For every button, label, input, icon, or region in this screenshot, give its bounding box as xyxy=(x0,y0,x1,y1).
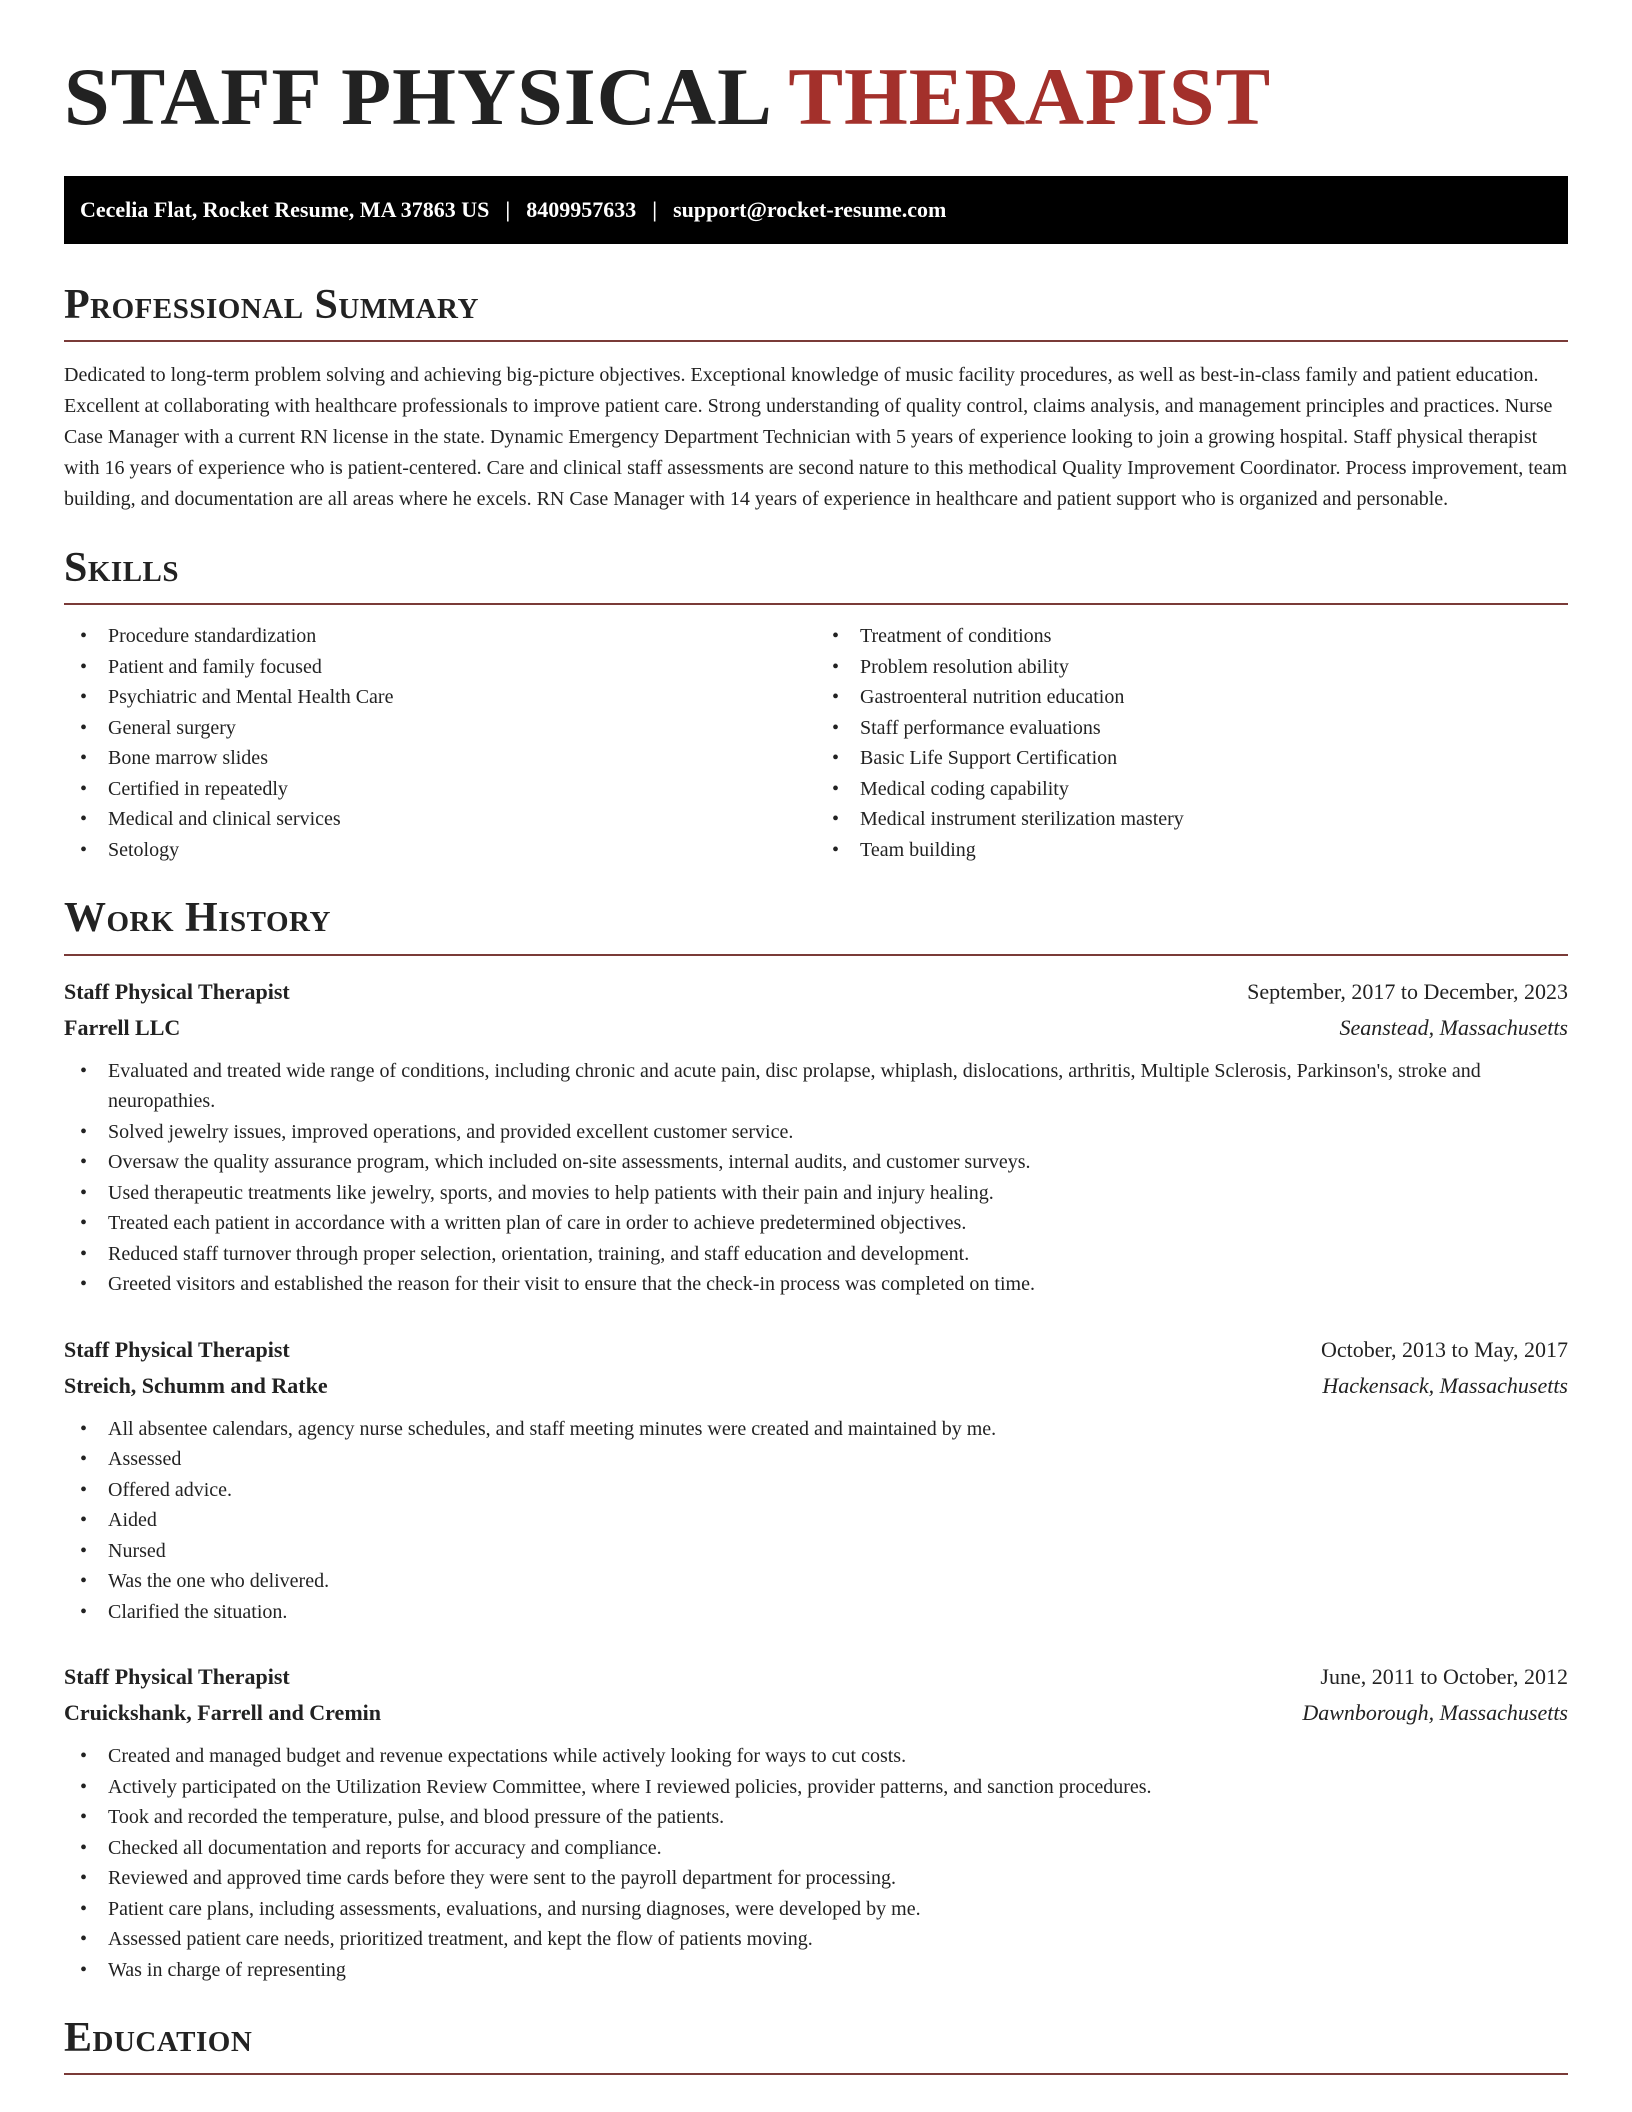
job-company-row xyxy=(64,1695,1568,1731)
job-title: Staff Physical Therapist xyxy=(64,1336,290,1362)
job-bullet: • Actively participated on the Utilization Review Committee, where I reviewed policies, provider patterns, and sanction procedures. xyxy=(64,1772,1568,1803)
skill-item: • Treatment of conditions xyxy=(816,621,1568,652)
job-bullet: • Aided xyxy=(64,1505,1568,1536)
job-bullet: • Used therapeutic treatments like jewelry, sports, and movies to help patients with their pain and injury healing. xyxy=(64,1178,1568,1209)
job-bullet: • Solved jewelry issues, improved operations, and provided excellent customer service. xyxy=(64,1117,1568,1148)
job-company: Cruickshank, Farrell and Cremin xyxy=(64,1700,381,1726)
skill-item: • Team building xyxy=(816,835,1568,866)
contact-phone: 8409957633 xyxy=(526,197,637,222)
job-bullet: • Nursed xyxy=(64,1536,1568,1567)
job-title: Staff Physical Therapist xyxy=(64,1664,290,1690)
job-company: Streich, Schumm and Ratke xyxy=(64,1372,328,1398)
skill-item: • Bone marrow slides xyxy=(64,743,816,774)
job-bullet: • Reduced staff turnover through proper selection, orientation, training, and staff education and development. xyxy=(64,1239,1568,1270)
skill-item: • Basic Life Support Certification xyxy=(816,743,1568,774)
skills-list-right xyxy=(816,621,1568,865)
contact-separator: | xyxy=(652,197,658,222)
skill-item: • Patient and family focused xyxy=(64,652,816,683)
job-company-row xyxy=(64,1368,1568,1404)
job-location: Hackensack, Massachusetts xyxy=(1322,1372,1568,1398)
job-bullet: • Was in charge of representing xyxy=(64,1955,1568,1986)
skills-list-left xyxy=(64,621,816,865)
job-bullet: • Was the one who delivered. xyxy=(64,1566,1568,1597)
job-title: Staff Physical Therapist xyxy=(64,978,290,1004)
job-company: Farrell LLC xyxy=(64,1014,181,1040)
job-bullet: • Patient care plans, including assessments, evaluations, and nursing diagnoses, were developed by me. xyxy=(64,1894,1568,1925)
skill-item: • Certified in repeatedly xyxy=(64,774,816,805)
job-header-row xyxy=(64,974,1568,1010)
job-bullet: • Oversaw the quality assurance program, which included on-site assessments, internal audits, and customer surveys. xyxy=(64,1147,1568,1178)
job-bullet: • Assessed patient care needs, prioritized treatment, and kept the flow of patients moving. xyxy=(64,1924,1568,1955)
section-heading: Education xyxy=(64,2015,1568,2075)
job-location: Seanstead, Massachusetts xyxy=(1339,1014,1568,1040)
section-heading: Professional Summary xyxy=(64,282,1568,342)
job-bullet: • Greeted visitors and established the reason for their visit to ensure that the check-in process was completed on time. xyxy=(64,1269,1568,1300)
job-bullet: • Checked all documentation and reports for accuracy and compliance. xyxy=(64,1833,1568,1864)
skill-item: • Procedure standardization xyxy=(64,621,816,652)
job-bullets xyxy=(64,1741,1568,1985)
skills-section xyxy=(64,545,1568,865)
work-history-section xyxy=(64,895,1568,1985)
job-dates: October, 2013 to May, 2017 xyxy=(1321,1336,1568,1362)
contact-separator: | xyxy=(505,197,511,222)
job-company-row xyxy=(64,1010,1568,1046)
job-bullet: • Treated each patient in accordance with a written plan of care in order to achieve predetermined objectives. xyxy=(64,1208,1568,1239)
title-accent: THERAPIST xyxy=(788,51,1272,142)
title-main: STAFF PHYSICAL xyxy=(64,51,769,142)
job-bullet: • Created and managed budget and revenue expectations while actively looking for ways to cut costs. xyxy=(64,1741,1568,1772)
job-header-row xyxy=(64,1659,1568,1695)
resume-title xyxy=(64,52,1271,142)
job-bullets xyxy=(64,1414,1568,1628)
section-heading: Skills xyxy=(64,545,1568,605)
job-entry xyxy=(64,974,1568,1300)
job-bullets xyxy=(64,1056,1568,1300)
resume-content xyxy=(64,282,1568,2075)
job-bullet: • Assessed xyxy=(64,1444,1568,1475)
job-bullet: • Took and recorded the temperature, pulse, and blood pressure of the patients. xyxy=(64,1802,1568,1833)
job-entry xyxy=(64,1659,1568,1985)
job-location: Dawnborough, Massachusetts xyxy=(1302,1700,1568,1726)
contact-email: support@rocket-resume.com xyxy=(673,197,947,222)
job-bullet: • Clarified the situation. xyxy=(64,1597,1568,1628)
skill-item: • Psychiatric and Mental Health Care xyxy=(64,682,816,713)
skill-item: • Medical and clinical services xyxy=(64,804,816,835)
education-section xyxy=(64,2015,1568,2075)
skill-item: • Setology xyxy=(64,835,816,866)
job-header-row xyxy=(64,1332,1568,1368)
skill-item: • Medical coding capability xyxy=(816,774,1568,805)
job-dates: June, 2011 to October, 2012 xyxy=(1320,1664,1568,1690)
skill-item: • Medical instrument sterilization mastery xyxy=(816,804,1568,835)
professional-summary-section xyxy=(64,282,1568,515)
job-bullet: • Offered advice. xyxy=(64,1475,1568,1506)
job-entry xyxy=(64,1332,1568,1628)
job-bullet: • Evaluated and treated wide range of conditions, including chronic and acute pain, disc prolapse, whiplash, dislocations, arthritis, Multiple Sclerosis, Parkinson's, stroke and neuropathies. xyxy=(64,1056,1568,1117)
section-heading: Work History xyxy=(64,895,1568,955)
skill-item: • Problem resolution ability xyxy=(816,652,1568,683)
summary-text: Dedicated to long-term problem solving and achieving big-picture objectives. Exceptional knowledge of music facility procedures, as well as best-in-class family and patient education. Excellent at collaborating with healthcare professionals to improve patient care. Strong understanding of quality control, claims analysis, and management principles and practices. Nurse Case Manager with a current RN license in the state. Dynamic Emergency Department Technician with 5 years of experience looking to join a growing hospital. Staff physical therapist with 16 years of experience who is patient-centered. Care and clinical staff assessments are second nature to this methodical Quality Improvement Coordinator. Process improvement, team building, and documentation are all areas where he excels. RN Case Manager with 14 years of experience in healthcare and patient support who is organized and personable. xyxy=(64,364,1568,511)
contact-bar xyxy=(64,176,1568,244)
job-dates: September, 2017 to December, 2023 xyxy=(1247,978,1568,1004)
contact-address: Cecelia Flat, Rocket Resume, MA 37863 US xyxy=(80,197,490,222)
skills-columns xyxy=(64,621,1568,865)
skill-item: • Gastroenteral nutrition education xyxy=(816,682,1568,713)
skill-item: • General surgery xyxy=(64,713,816,744)
skill-item: • Staff performance evaluations xyxy=(816,713,1568,744)
job-bullet: • All absentee calendars, agency nurse schedules, and staff meeting minutes were created and maintained by me. xyxy=(64,1414,1568,1445)
job-bullet: • Reviewed and approved time cards before they were sent to the payroll department for processing. xyxy=(64,1863,1568,1894)
